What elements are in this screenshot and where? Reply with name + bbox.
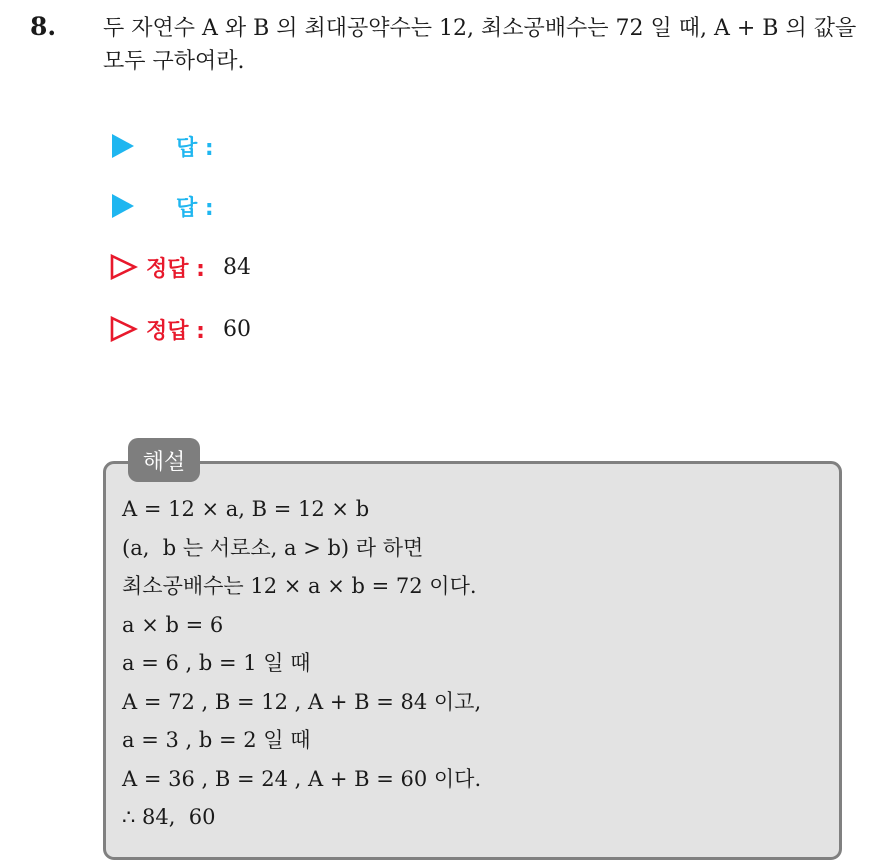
outline-triangle-icon bbox=[110, 316, 138, 342]
answer-label: 답 : bbox=[176, 195, 214, 221]
solution-body bbox=[122, 490, 481, 837]
answer-key-row bbox=[110, 312, 251, 346]
answer-key-label: 정답 : bbox=[146, 318, 205, 344]
answer-key-row bbox=[110, 250, 251, 284]
play-triangle-icon bbox=[112, 194, 134, 218]
solution-line: a × b = 6 bbox=[122, 612, 224, 637]
question-text: 두 자연수 A 와 B 의 최대공약수는 12, 최소공배수는 72 일 때, A + B 의 값을 모두 구하여라. bbox=[103, 16, 857, 74]
answer-row[interactable] bbox=[110, 129, 214, 163]
solution-line: (a, b 는 서로소, a > b) 라 하면 bbox=[122, 535, 424, 560]
question-number: 8. bbox=[30, 12, 57, 41]
answer-key-label: 정답 : bbox=[146, 256, 205, 282]
solution-tab: 해설 bbox=[128, 438, 200, 482]
outline-triangle-icon bbox=[110, 254, 138, 280]
solution-line: A = 72 , B = 12 , A + B = 84 이고, bbox=[122, 689, 482, 714]
solution-line: 최소공배수는 12 × a × b = 72 이다. bbox=[122, 574, 477, 598]
solution-line: a = 3 , b = 2 일 때 bbox=[122, 728, 311, 752]
solution-line: A = 12 × a, B = 12 × b bbox=[122, 497, 370, 521]
solution-line: ∴ 84, 60 bbox=[122, 805, 216, 829]
play-triangle-icon bbox=[112, 134, 134, 158]
answer-key-value: 60 bbox=[222, 316, 251, 342]
answer-row[interactable] bbox=[110, 189, 214, 223]
answer-label: 답 : bbox=[176, 135, 214, 161]
solution-line: a = 6 , b = 1 일 때 bbox=[122, 651, 311, 675]
solution-line: A = 36 , B = 24 , A + B = 60 이다. bbox=[122, 766, 482, 791]
answer-key-value: 84 bbox=[222, 254, 251, 280]
